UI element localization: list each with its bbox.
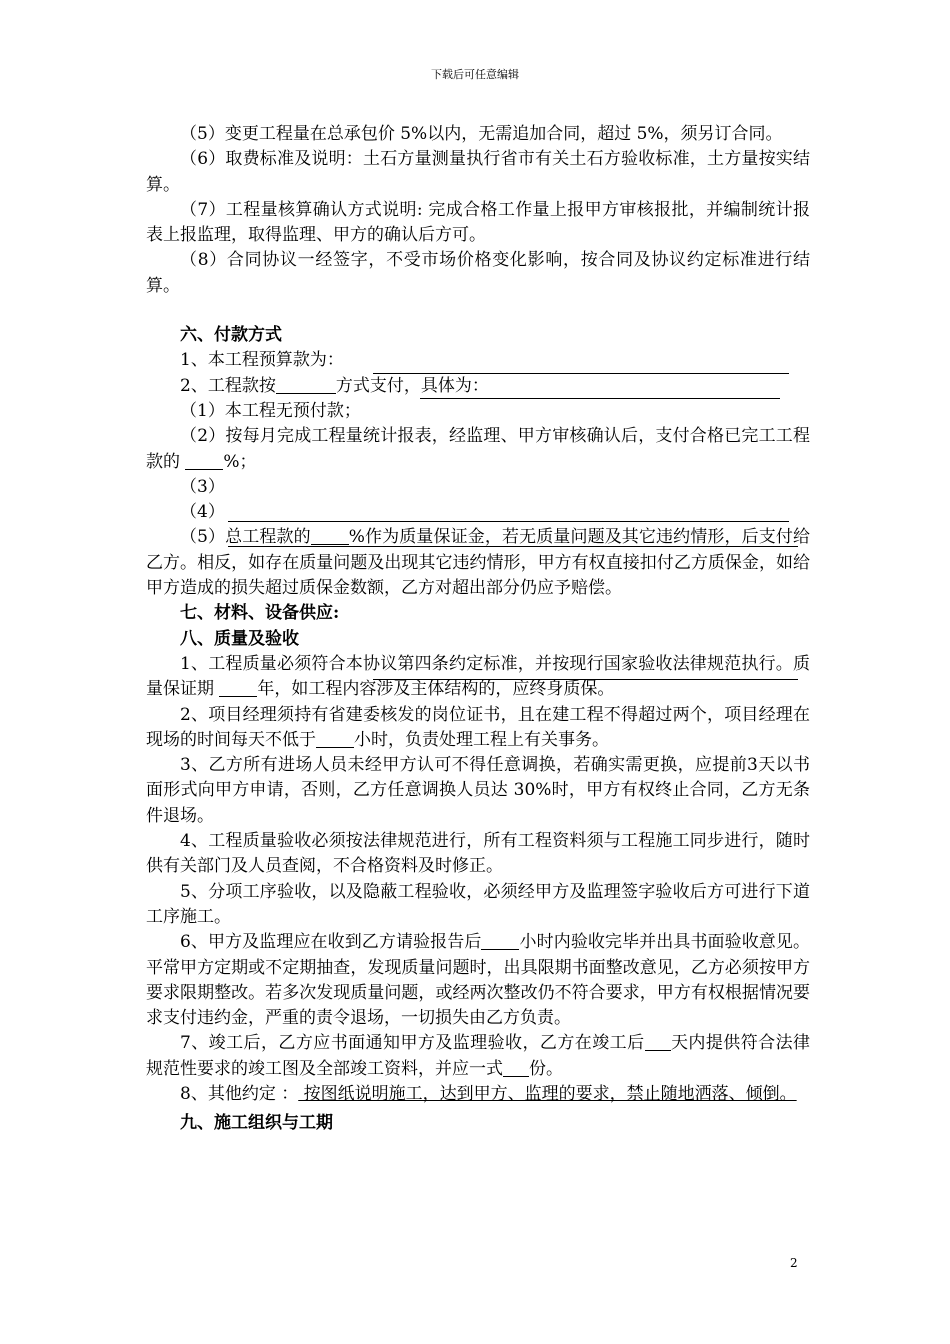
- payment-method-blank: [276, 376, 336, 394]
- clause-8: （8）合同协议一经签字，不受市场价格变化影响，按合同及协议约定标准进行结算。: [146, 250, 810, 296]
- item-3-rule: [228, 521, 789, 522]
- quality-item-7-text-b: 天内提供符合法律规范性要求的竣工图及全部竣工资料，并应一式: [146, 1033, 810, 1079]
- section-7-rule: [373, 679, 798, 680]
- budget-rule: [420, 398, 780, 399]
- payment-item-2-text-a: 2、工程款按: [180, 375, 276, 396]
- payment-percent-blank: [185, 452, 223, 470]
- days-blank: [645, 1033, 671, 1051]
- payment-item-2: [146, 374, 810, 399]
- clause-7: （7）工程量核算确认方式说明: 完成合格工作量上报甲方审核报批，并编制统计报表上报监理，取得监理、甲方的确认后方可。: [146, 199, 810, 246]
- quality-item-4: 4、工程质量验收必须按法律规范进行，所有工程资料须与工程施工同步进行，随时供有关部门及人员查阅，不合格资料及时修正。: [146, 831, 810, 877]
- copies-blank: [503, 1059, 529, 1077]
- page-header: 下载后可任意编辑: [431, 68, 519, 81]
- hours-blank: [316, 730, 354, 748]
- section-8-heading: 八、质量及验收: [180, 628, 299, 649]
- payment-sub-2-text-a: （2）按每月完成工程量统计报表，经监理、甲方审核确认后，支付合格已完工工程款的: [146, 426, 810, 472]
- quality-item-6-text-b: 小时内验收完毕并出具书面验收意见。平常甲方定期或不定期抽查，发现质量问题时，出具限期书面整改意见，乙方必须按甲方要求限期整改。若多次发现质量问题，或经两次整改仍不符合要求，甲方有权根据情况要求支付违约金，严重的责令退场，一切损失由乙方负责。: [146, 932, 810, 1029]
- quality-item-7-text-c: 份。: [529, 1058, 563, 1079]
- payment-item-1: 1、本工程预算款为：: [180, 350, 344, 371]
- quality-item-2-text-a: 2、项目经理须持有省建委核发的岗位证书，且在建工程不得超过两个，项目经理在现场的时间每天不低于: [146, 704, 810, 750]
- payment-sub-5-text-b: %作为质量保证金，若无质量问题及其它违约情形，后支付给乙方。相反，如存在质量问题及出现其它违约情形，甲方有权直接扣付乙方质保金，如给甲方造成的损失超过质保金数额，乙方对超出部分仍应予赔偿。: [146, 527, 810, 599]
- page-number: 2: [790, 1256, 798, 1270]
- warranty-years-blank: [219, 679, 257, 697]
- quality-item-8-text-a: 8、其他约定 ：: [180, 1083, 299, 1104]
- quality-item-2-text-b: 小时，负责处理工程上有关事务。: [354, 729, 609, 750]
- quality-item-2: [146, 703, 810, 754]
- quality-item-7-text-a: 7、竣工后，乙方应书面通知甲方及监理验收，乙方在竣工后: [180, 1033, 645, 1054]
- other-agreement-text: 按图纸说明施工，达到甲方、监理的要求，禁止随地洒落、倾倒。: [298, 1083, 797, 1104]
- payment-sub-2: [146, 424, 810, 475]
- payment-sub-5: [146, 525, 810, 601]
- quality-item-1-text-b: 年，如工程内容涉及主体结构的，应终身质保。: [257, 679, 615, 700]
- quality-item-7: [146, 1031, 810, 1082]
- quality-item-6: [146, 930, 810, 1031]
- section-6-heading: 六、付款方式: [180, 325, 282, 346]
- section-9-heading: 九、施工组织与工期: [180, 1113, 333, 1134]
- quality-item-6-text-a: 6、甲方及监理应在收到乙方请验报告后: [180, 932, 482, 953]
- item-4-rule: [228, 546, 798, 547]
- payment-sub-1: （1）本工程无预付款；: [180, 400, 361, 421]
- section-6-rule: [373, 373, 789, 374]
- quality-item-1-text-a: 1、工程质量必须符合本协议第四条约定标准，并按现行国家验收法律规范执行。质量保证期: [146, 653, 810, 700]
- quality-item-5: 5、分项工序验收，以及隐蔽工程验收，必须经甲方及监理签字验收后方可进行下道工序施工。: [146, 881, 810, 927]
- clause-6: （6）取费标准及说明：土石方量测量执行省市有关土石方验收标准，土方量按实结算。: [146, 149, 810, 195]
- payment-sub-5-text-a: （5）总工程款的: [180, 527, 311, 548]
- document-body: [146, 122, 810, 1137]
- quality-item-8: [146, 1082, 810, 1107]
- section-7-heading: 七、材料、设备供应:: [180, 603, 340, 624]
- clause-5: （5）变更工程量在总承包价 5%以内，无需追加合同，超过 5%，须另订合同。: [180, 124, 783, 144]
- quality-item-3: 3、乙方所有进场人员未经甲方认可不得任意调换，若确实需更换，应提前3天以书面形式向甲方申请，否则，乙方任意调换人员达 30%时，甲方有权终止合同，乙方无条件退场。: [146, 755, 810, 826]
- warranty-percent-blank: [311, 527, 349, 545]
- payment-item-2-text-b: 方式支付，具体为：: [335, 375, 489, 396]
- payment-sub-3: （3）: [180, 476, 225, 497]
- payment-sub-2-text-b: %；: [223, 451, 257, 472]
- quality-item-1: [146, 652, 810, 703]
- payment-sub-4: （4）: [180, 502, 225, 523]
- inspection-hours-blank: [481, 932, 519, 950]
